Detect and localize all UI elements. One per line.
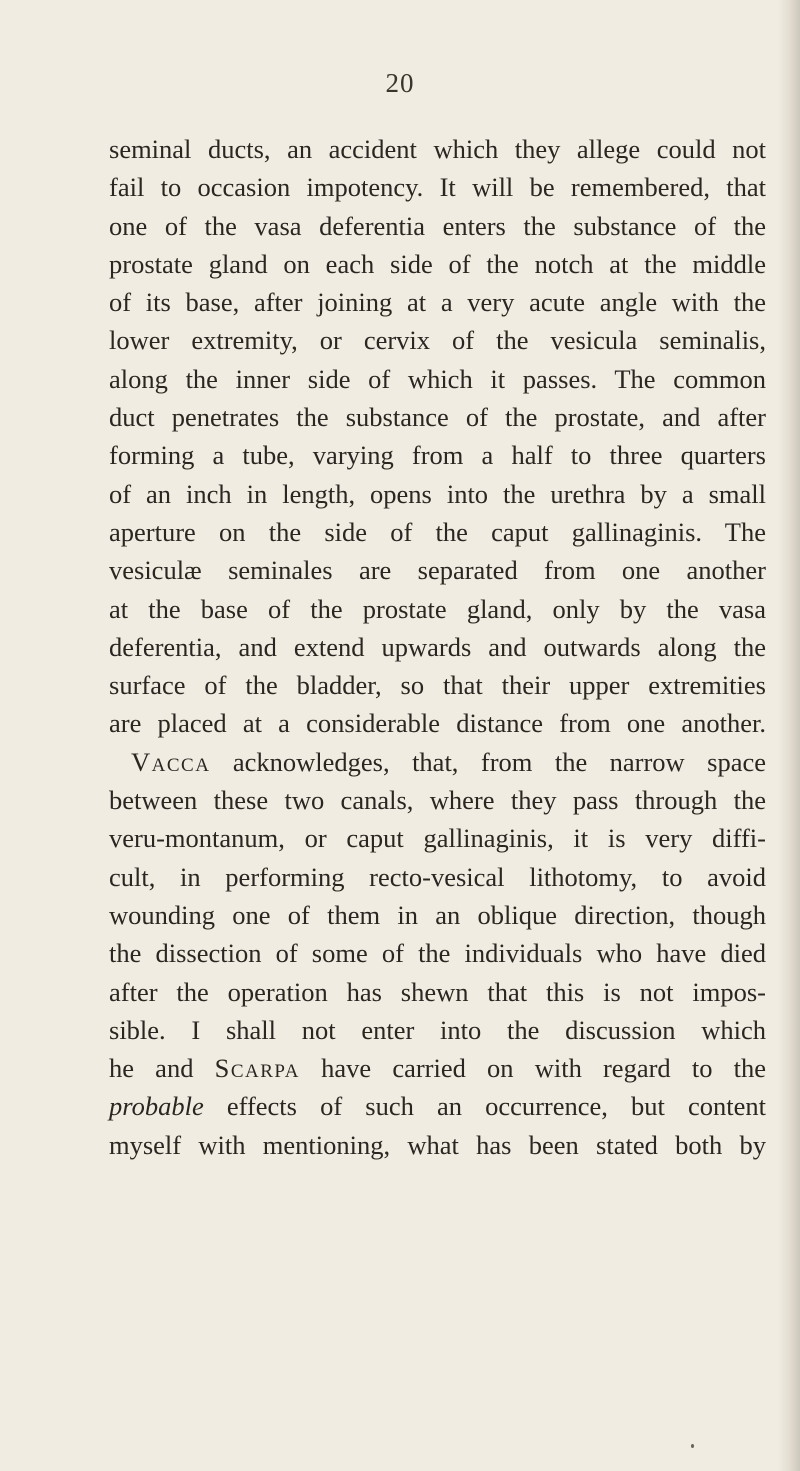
text-line: wounding one of them in an oblique direction, though: [109, 899, 766, 930]
text-line: vesiculæ seminales are separated from one another: [109, 555, 766, 586]
text-line: of an inch in length, opens into the urethra by a small: [109, 478, 766, 509]
text-line: at the base of the prostate gland, only by the vasa: [109, 593, 766, 624]
text-line: cult, in performing recto-vesical lithotomy, to avoid: [109, 861, 766, 892]
text-line: fail to occasion impotency. It will be remembered, that: [109, 172, 766, 203]
emphasized-word: probable: [109, 1091, 204, 1122]
page-edge-shadow: [778, 0, 800, 1471]
body-text: [109, 130, 766, 1164]
text-line: myself with mentioning, what has been stated both by: [109, 1129, 766, 1160]
text-fragment: acknowledges, that, from the narrow space: [210, 746, 766, 777]
text-line: seminal ducts, an accident which they allege could not: [109, 134, 766, 164]
text-line: one of the vasa deferentia enters the substance of the: [109, 210, 766, 241]
text-line: surface of the bladder, so that their upper extremities: [109, 670, 766, 701]
text-line: after the operation has shewn that this is not impos-: [109, 976, 766, 1007]
text-line: the dissection of some of the individuals who have died: [109, 938, 766, 969]
text-line: duct penetrates the substance of the prostate, and after: [109, 402, 766, 433]
text-line: veru-montanum, or caput gallinaginis, it is very diffi-: [109, 823, 766, 854]
paper-speck: [691, 1444, 694, 1448]
text-fragment: have carried on with regard to the: [299, 1053, 766, 1084]
text-line: of its base, after joining at a very acute angle with the: [109, 287, 766, 318]
text-line: deferentia, and extend upwards and outwards along the: [109, 631, 766, 662]
text-line: are placed at a considerable distance from one another.: [109, 708, 766, 739]
text-line: prostate gland on each side of the notch at the middle: [109, 248, 766, 279]
text-line: lower extremity, or cervix of the vesicula seminalis,: [109, 325, 766, 356]
text-fragment: effects of such an occurrence, but content: [203, 1091, 766, 1122]
text-line: sible. I shall not enter into the discussion which: [109, 1014, 766, 1045]
text-line: [109, 1087, 766, 1125]
text-fragment: he and: [109, 1053, 215, 1084]
text-line: between these two canals, where they pass through the: [109, 785, 766, 816]
text-line-paragraph-start: [109, 743, 766, 781]
page-number: 20: [385, 68, 415, 98]
text-line: along the inner side of which it passes. The common: [109, 363, 766, 394]
text-line: forming a tube, varying from a half to three quarters: [109, 440, 766, 471]
author-name-scarpa: Scarpa: [214, 1053, 300, 1084]
text-line: aperture on the side of the caput gallinaginis. The: [109, 516, 766, 547]
author-name-vacca: Vacca: [131, 746, 211, 777]
text-line: [109, 1049, 766, 1087]
